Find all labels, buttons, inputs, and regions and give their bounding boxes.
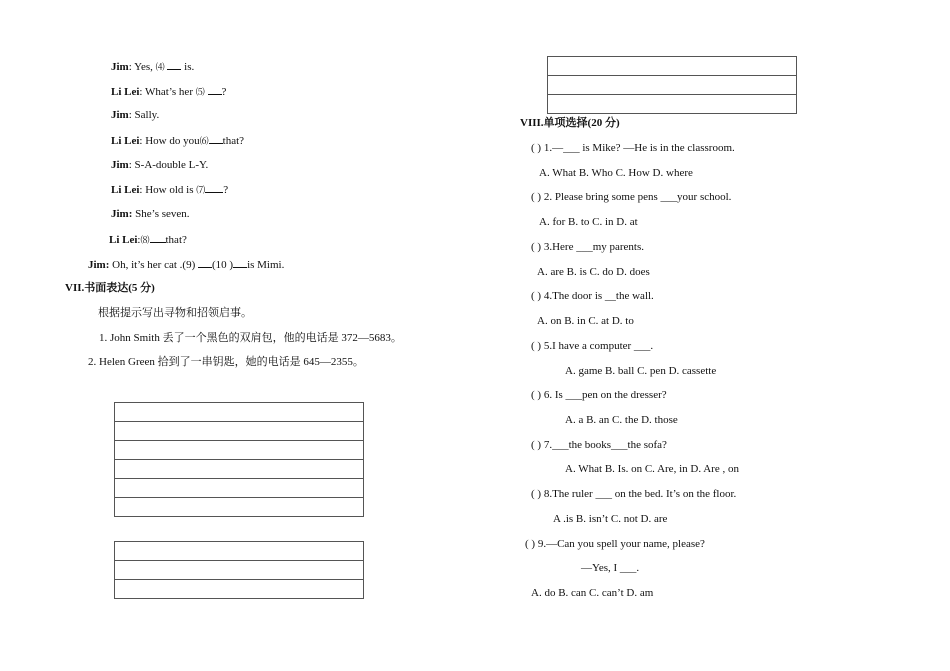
dialogue-line-4: Li Lei: How do you⑹ that?: [111, 135, 245, 147]
speaker-li-lei: Li Lei: [111, 135, 140, 147]
writing-line: [115, 561, 363, 580]
writing-box-3[interactable]: [547, 56, 797, 114]
speaker-jim: Jim: [111, 61, 129, 73]
section-8-title: VIII.单项选择(20 分): [520, 117, 620, 129]
question-7: ( ) 7.___the books___the sofa?: [531, 439, 667, 451]
writing-line: [115, 479, 363, 498]
writing-line: [115, 441, 363, 460]
dialogue-line-8: Li Lei:⑻ that?: [109, 234, 187, 246]
dialogue-line-3: Jim: Sally.: [111, 109, 160, 121]
speaker-jim: Jim: [111, 109, 129, 121]
blank-5: [208, 84, 222, 95]
question-4-options: A. on B. in C. at D. to: [537, 315, 634, 327]
blank-8: [150, 232, 166, 243]
question-6-options: A. a B. an C. the D. those: [565, 414, 678, 426]
question-9-answer: —Yes, I ___.: [581, 562, 640, 574]
question-4: ( ) 4.The door is __the wall.: [531, 290, 654, 302]
speaker-jim: Jim:: [111, 208, 133, 220]
question-2-options: A. for B. to C. in D. at: [539, 216, 638, 228]
question-5-options: A. game B. ball C. pen D. cassette: [565, 365, 717, 377]
blank-number-6: ⑹: [199, 136, 209, 146]
question-2: ( ) 2. Please bring some pens ___your school.: [531, 191, 732, 203]
dialogue-line-7: Jim: She’s seven.: [111, 208, 190, 220]
question-3-options: A. are B. is C. do D. does: [537, 266, 650, 278]
dialogue-line-6: Li Lei: How old is ⑺ ?: [111, 184, 229, 196]
blank-number-4: ⑷: [155, 62, 165, 72]
question-1: ( ) 1.—___ is Mike? —He is in the classroom.: [531, 142, 735, 154]
blank-6: [209, 133, 223, 144]
dialogue-line-1: Jim: Yes, ⑷ is.: [111, 61, 195, 73]
question-5: ( ) 5.I have a computer ___.: [531, 340, 654, 352]
blank-10: [233, 257, 247, 268]
writing-line: [548, 76, 796, 95]
dialogue-line-5: Jim: S-A-double L-Y.: [111, 159, 209, 171]
blank-number-7: ⑺: [196, 185, 206, 195]
writing-line: [115, 460, 363, 479]
writing-line: [548, 95, 796, 114]
writing-line: [115, 403, 363, 422]
writing-line: [115, 422, 363, 441]
speaker-li-lei: Li Lei: [111, 86, 140, 98]
blank-4: [167, 59, 181, 70]
speaker-li-lei: Li Lei: [109, 234, 138, 246]
blank-number-8: ⑻: [140, 235, 150, 245]
section-7-title: VII.书面表达(5 分): [65, 282, 155, 294]
section-7-item-1: 1. John Smith 丢了一个黑色的双肩包，他的电话是 372—5683。: [99, 332, 402, 344]
question-1-options: A. What B. Who C. How D. where: [539, 167, 693, 179]
section-7-hint: 根据提示写出寻物和招领启事。: [98, 307, 252, 319]
dialogue-line-2: Li Lei: What’s her ⑸ ?: [111, 86, 227, 98]
speaker-jim: Jim:: [88, 259, 110, 271]
question-3: ( ) 3.Here ___my parents.: [531, 241, 645, 253]
blank-7: [205, 182, 223, 193]
question-7-options: A. What B. Is. on C. Are, in D. Are , on: [565, 463, 739, 475]
blank-9: [198, 257, 212, 268]
writing-line: [115, 542, 363, 561]
writing-line: [115, 498, 363, 517]
writing-box-1[interactable]: [114, 402, 364, 517]
writing-line: [548, 57, 796, 76]
question-9: ( ) 9.—Can you spell your name, please?: [525, 538, 705, 550]
question-6: ( ) 6. Is ___pen on the dresser?: [531, 389, 667, 401]
blank-number-5: ⑸: [195, 87, 205, 97]
writing-line: [115, 580, 363, 599]
speaker-li-lei: Li Lei: [111, 184, 140, 196]
section-7-item-2: 2. Helen Green 拾到了一串钥匙，她的电话是 645—2355。: [88, 356, 364, 368]
question-8: ( ) 8.The ruler ___ on the bed. It’s on the floor.: [531, 488, 737, 500]
question-8-options: A .is B. isn’t C. not D. are: [553, 513, 668, 525]
speaker-jim: Jim: [111, 159, 129, 171]
dialogue-line-9: Jim: Oh, it’s her cat .(9) (10 ) is Mimi.: [88, 259, 285, 271]
question-9-options: A. do B. can C. can’t D. am: [531, 587, 654, 599]
writing-box-2[interactable]: [114, 541, 364, 599]
